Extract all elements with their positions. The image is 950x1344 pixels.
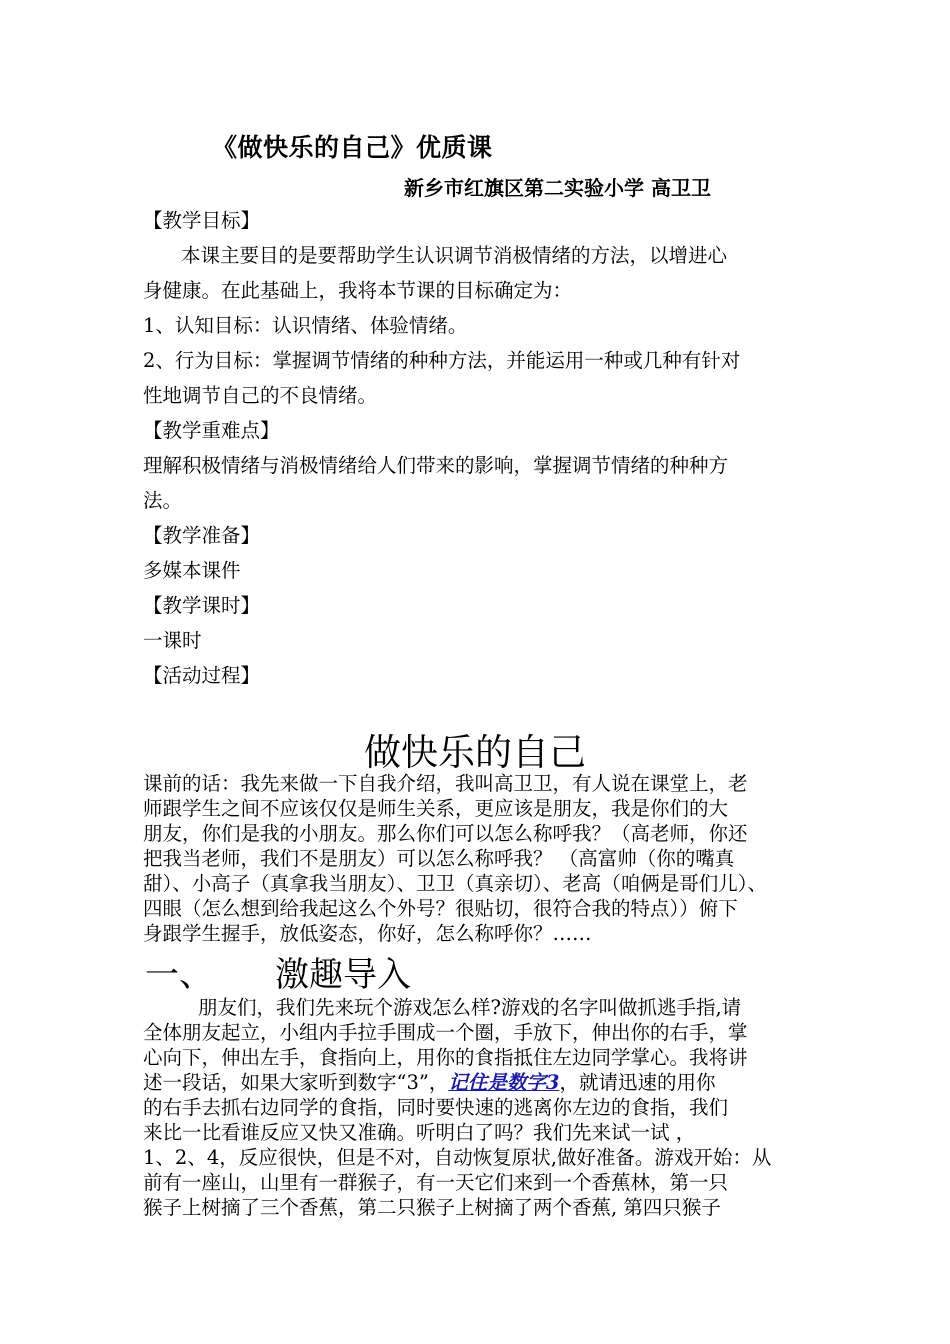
- paragraph-line: 性地调节自己的不良情绪。: [143, 384, 378, 407]
- section-heading-preparation: 【教学准备】: [143, 524, 261, 547]
- document-title: 《做快乐的自己》优质课: [212, 133, 493, 162]
- paragraph-line: 课前的话：我先来做一下自我介绍，我叫高卫卫，有人说在课堂上，老: [143, 772, 748, 795]
- paragraph-line: 本课主要目的是要帮助学生认识调节消极情绪的方法，以增进心: [181, 244, 728, 267]
- section-heading-warmup: [145, 947, 411, 996]
- paragraph-line: 朋友们，我们先来玩个游戏怎么样?游戏的名字叫做抓逃手指,请: [198, 996, 742, 1019]
- section-heading-objectives: 【教学目标】: [143, 209, 261, 232]
- text-span: 述一段话，如果大家听到数字“3”，: [143, 1071, 449, 1094]
- section-heading-activity-process: 【活动过程】: [143, 664, 261, 687]
- section-number: 一、: [145, 955, 213, 995]
- intro-paragraph: [143, 771, 823, 946]
- paragraph-line: 理解积极情绪与消极情绪给人们带来的影响，掌握调节情绪的种种方: [143, 454, 729, 477]
- text-span: ，就请迅速的用你: [559, 1071, 716, 1094]
- paragraph-line: 前有一座山，山里有一群猴子，有一天它们来到一个香蕉林，第一只: [143, 1171, 729, 1194]
- paragraph-line: 的右手去抓右边同学的食指，同时要快速的逃离你左边的食指，我们: [143, 1096, 729, 1119]
- lesson-big-title: 做快乐的自己: [364, 731, 586, 774]
- paragraph-line: 身跟学生握手，放低姿态，你好，怎么称呼你？……: [143, 922, 592, 945]
- paragraph-line: 心向下，伸出左手，食指向上，用你的食指抵住左边同学掌心。我将讲: [143, 1046, 748, 1069]
- paragraph-line: 师跟学生之间不应该仅仅是师生关系，更应该是朋友，我是你们的大: [143, 797, 729, 820]
- paragraph-line: 全体朋友起立，小组内手拉手围成一个圈，手放下，伸出你的右手，掌: [143, 1021, 748, 1044]
- paragraph-line: 把我当老师，我们不是朋友）可以怎么称呼我？ （高富帅（你的嘴真: [143, 847, 735, 870]
- section-heading-key-points: 【教学重难点】: [143, 419, 280, 442]
- paragraph-line: 甜）、小高子（真拿我当朋友）、卫卫（真亲切）、老高（咱俩是哥们儿）、: [143, 872, 768, 895]
- paragraph-line: 来比一比看谁反应又快又准确。听明白了吗？我们先来试一试 ，: [143, 1121, 696, 1144]
- paragraph-line: [143, 1070, 823, 1095]
- paragraph-line: 2、行为目标：掌握调节情绪的种种方法，并能运用一种或几种有针对: [143, 349, 741, 372]
- section-title: 激趣导入: [275, 955, 411, 995]
- warmup-paragraph: [143, 995, 823, 1220]
- paragraph-line: 多媒本课件: [143, 559, 241, 582]
- paragraph-line: 四眼（怎么想到给我起这么个外号？很贴切，很符合我的特点））俯下: [143, 897, 738, 920]
- paragraph-line: 身健康。在此基础上，我将本节课的目标确定为：: [143, 279, 573, 302]
- paragraph-line: 1、2、4，反应很快，但是不对，自动恢复原状,做好准备。游戏开始：从: [143, 1146, 772, 1169]
- paragraph-line: 猴子上树摘了三个香蕉，第二只猴子上树摘了两个香蕉, 第四只猴子: [143, 1196, 721, 1219]
- paragraph-line: 朋友，你们是我的小朋友。那么你们可以怎么称呼我？（高老师，你还: [143, 822, 748, 845]
- author-line: 新乡市红旗区第二实验小学 高卫卫: [404, 176, 711, 200]
- paragraph-line: 法。: [143, 489, 183, 512]
- remember-number-link[interactable]: 记住是数字3: [448, 1071, 560, 1094]
- paragraph-line: 1、认知目标：认识情绪、体验情绪。: [143, 314, 468, 337]
- lesson-plan-sections: [143, 203, 823, 693]
- section-heading-class-hours: 【教学课时】: [143, 594, 261, 617]
- paragraph-line: 一课时: [143, 629, 202, 652]
